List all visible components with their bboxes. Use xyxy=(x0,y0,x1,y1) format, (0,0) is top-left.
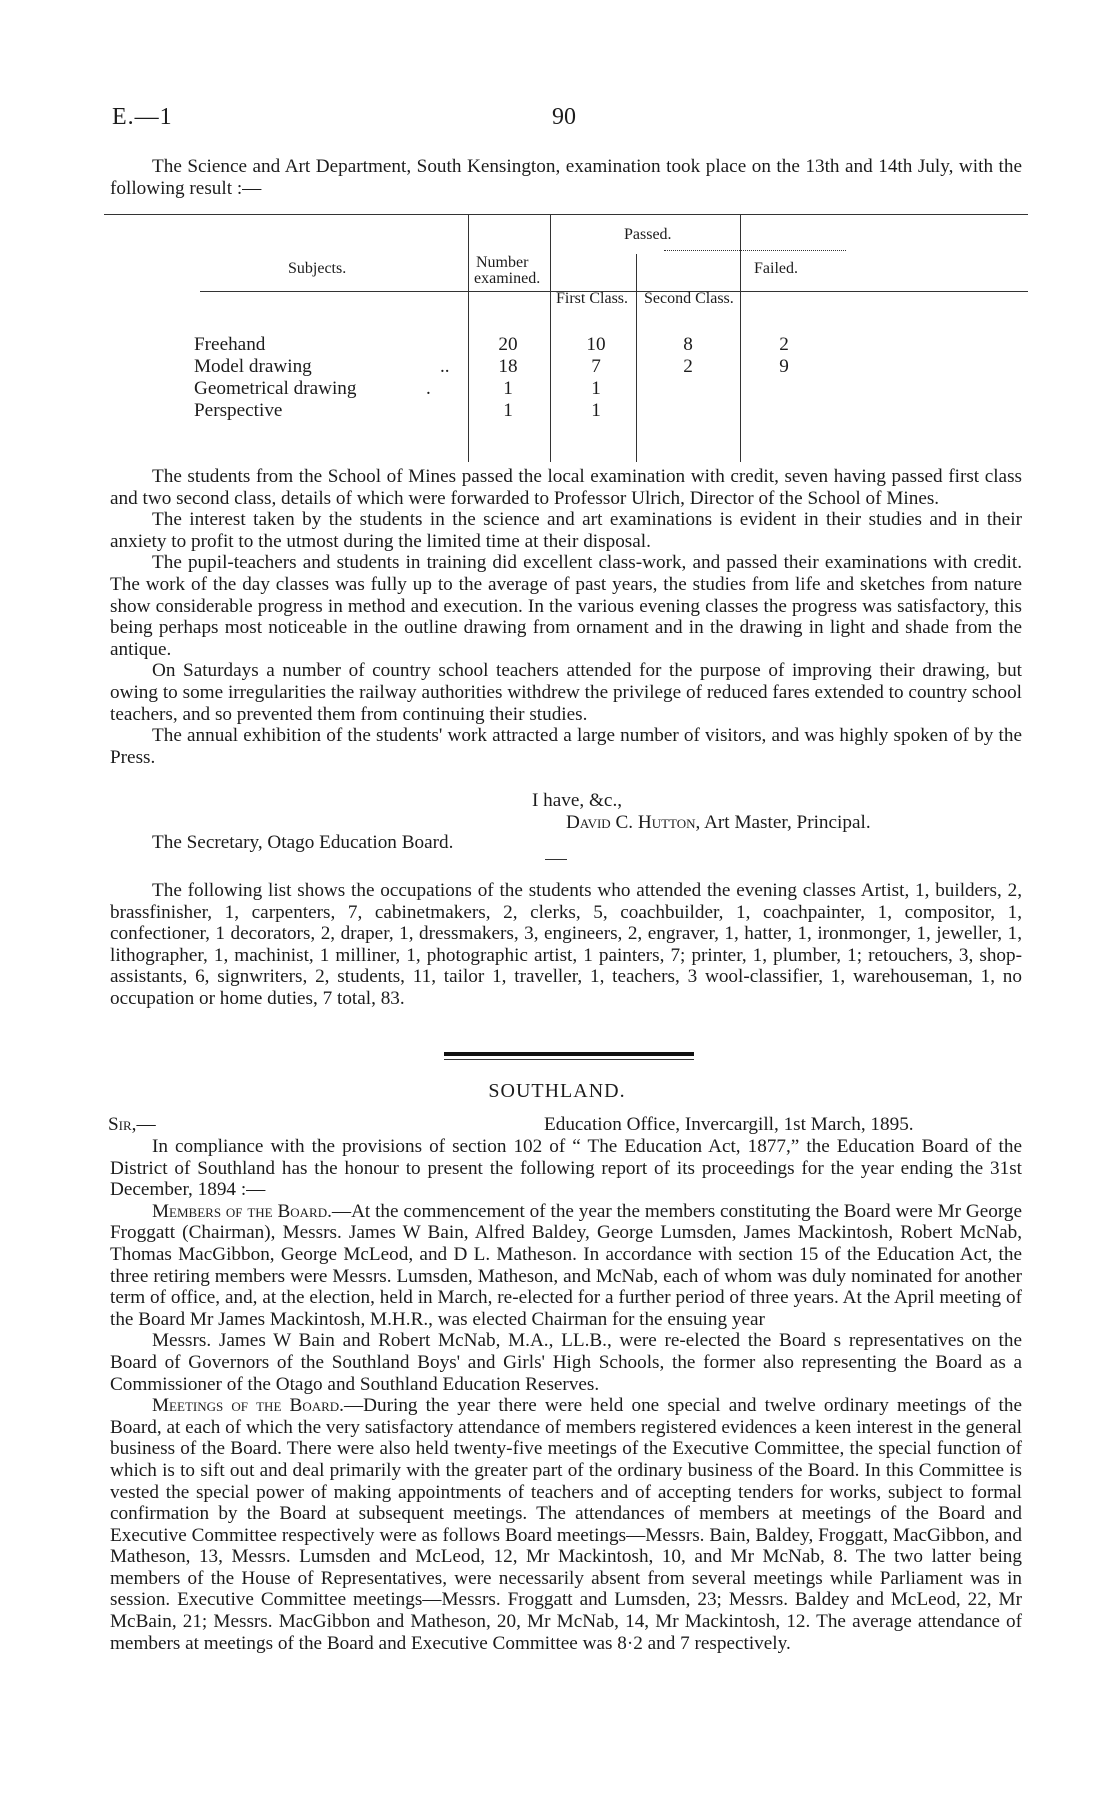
separator-dash xyxy=(545,859,567,860)
row-first-class: 7 xyxy=(591,356,601,377)
row-examined: 18 xyxy=(498,356,518,377)
southland-paragraph-meetings xyxy=(110,1395,1022,1654)
header-number-2: examined. xyxy=(474,270,541,287)
members-heading: Members of the Board. xyxy=(152,1200,332,1222)
occupations-block xyxy=(110,880,1022,1010)
paragraph-exhibition: The annual exhibition of the students' work attracted a large number of visitors, and was highly spoken of by the Press. xyxy=(110,725,1022,768)
header-subjects: Subjects. xyxy=(288,260,347,277)
paragraph-school-of-mines: The students from the School of Mines passed the local examination with credit, seven having passed first class and two second class, details of which were forwarded to Professor Ulrich, Director of the School of Mines. xyxy=(110,466,1022,509)
intro-text: The Science and Art Department, South Kensington, examination took place on the 13th and 14th July, with the following result :— xyxy=(110,156,1022,199)
signature xyxy=(566,812,871,834)
signature-title: , Art Master, Principal. xyxy=(695,812,871,833)
col-divider-4 xyxy=(740,214,741,462)
southland-paragraph-members xyxy=(110,1201,1022,1331)
occupations-text: The following list shows the occupations of the students who attended the evening classes Artist, 1, builders, 2, brassfinisher, 1, carpenters, 7, cabinetmakers, 2, clerks, 5, coachbuilder, 1, coachpainter, 1, compositor, 1, confectioner, 1 decorators, 2, draper, 1, dressmakers, 3, engineers, 2, engraver, 1, hatter, 1, ironmonger, 1, jeweller, 1, lithographer, 1, machinist, 1 milliner, 1, photographic artist, 1 painters, 7; printer, 1, plumber, 1; retouchers, 3, shop-assistants, 6, signwriters, 2, students, 11, tailor 1, traveller, 1, teachers, 3 wool-classifier, 1, warehouseman, 1, no occupation or home duties, 7 total, 83. xyxy=(110,880,1022,1009)
section-heading-southland: SOUTHLAND. xyxy=(488,1080,626,1102)
southland-paragraph-1: In compliance with the provisions of section 102 of “ The Education Act, 1877,” the Education Board of the District of Southland has the honour to present the following report of its proceedings for the year ending the 31st December, 1894 :— xyxy=(110,1136,1022,1201)
header-number-1: Number xyxy=(476,254,529,271)
page-number: 90 xyxy=(552,104,576,130)
passed-underline xyxy=(664,250,846,251)
results-table xyxy=(104,214,1028,462)
col-divider-1 xyxy=(468,214,469,462)
paragraph-saturdays: On Saturdays a number of country school teachers attended for the purpose of improving their drawing, but owing to some irregularities the railway authorities withdrew the privilege of reduced fares extended to country school teachers, and so prevented them from continuing their studies. xyxy=(110,660,1022,725)
report-body xyxy=(110,466,1022,768)
closing-i-have: I have, &c., xyxy=(532,790,623,811)
row-subject: Model drawing xyxy=(194,356,312,377)
southland-report xyxy=(110,1136,1022,1654)
row-examined: 1 xyxy=(503,400,513,421)
row-failed: 9 xyxy=(779,356,789,377)
row-first-class: 1 xyxy=(591,378,601,399)
meetings-text: —During the year there were held one special and twelve ordinary meetings of the Board, at each of which the very satisfactory attendance of members registered evidences a keen interest in the general business of the Board. There were also held twenty-five meetings of the Executive Committee, the special function of which is to sift out and deal primarily with the greater part of the ordinary business of the Board. In this Committee is vested the special power of making appointments of teachers and of accepting tenders for works, subject to formal confirmation by the Board at subsequent meetings. The attendances of members at meetings of the Board and Executive Committee respectively were as follows Board meetings—Messrs. Bain, Baldey, Froggatt, MacGibbon, and Matheson, 13, Messrs. Lumsden and McLeod, 12, Mr Mackintosh, 10, and Mr McNab, 8. The two latter being members of the House of Representatives, were necessarily absent from several meetings while Parliament was in session. Executive Committee meetings—Messrs. Froggatt and Lumsden, 23; Messrs. Baldey and McLeod, 22, Mr McBain, 21; Messrs. MacGibbon and Matheson, 20, Mr McNab, 14, Mr Mackintosh, 12. The average attendance of members at meetings of the Board and Executive Committee was 8·2 and 7 respectively. xyxy=(110,1395,1022,1654)
col-divider-2 xyxy=(550,214,551,462)
intro-paragraph xyxy=(110,156,1022,199)
col-divider-3 xyxy=(636,254,637,462)
row-subject: Geometrical drawing xyxy=(194,378,357,399)
table-top-rule xyxy=(104,214,1028,215)
row-first-class: 1 xyxy=(591,400,601,421)
row-first-class: 10 xyxy=(586,334,606,355)
paragraph-pupil-teachers: The pupil-teachers and students in training did excellent class-work, and passed their examinations with credit. The work of the day classes was fully up to the average of past years, the studies from life and sketches from nature show considerable progress in method and execution. In the various evening classes the progress was satisfactory, this being perhaps most noticeable in the outline drawing from ornament and in the drawing in light and shade from the antique. xyxy=(110,552,1022,660)
page-header-ref: E.—1 xyxy=(112,104,173,130)
row-subject: Freehand xyxy=(194,334,266,355)
paragraph-interest: The interest taken by the students in the science and art examinations is evident in their studies and in their anxiety to profit to the utmost during the limited time at their disposal. xyxy=(110,509,1022,552)
section-rule xyxy=(444,1052,694,1056)
header-second-class: Second Class. xyxy=(644,290,734,307)
header-first-class: First Class. xyxy=(556,290,629,307)
signature-name: David C. Hutton xyxy=(566,812,696,833)
row-examined: 20 xyxy=(498,334,518,355)
dateline: Education Office, Invercargill, 1st March, 1895. xyxy=(544,1114,914,1135)
row-second-class: 2 xyxy=(683,356,693,377)
header-passed: Passed. xyxy=(624,226,672,243)
row-examined: 1 xyxy=(503,378,513,399)
members-text: —At the commencement of the year the members constituting the Board were Mr George Froggatt (Chairman), Messrs. James W Bain, Alfred Baldey, George Lumsden, James Mackintosh, Robert McNab, Thomas MacGibbon, George McLeod, and D L. Matheson. In accordance with section 15 of the Education Act, the three retiring members were Messrs. Lumsden, Matheson, and McNab, each of whom was duly nominated for another term of office, and, at the election, held in March, re-elected for a further period of three years. At the April meeting of the Board Mr James Mackintosh, M.H.R., was elected Chairman for the ensuing year xyxy=(110,1200,1022,1330)
row-subject: Perspective xyxy=(194,400,283,421)
row-failed: 2 xyxy=(779,334,789,355)
section-rule-thin xyxy=(444,1059,694,1060)
meetings-heading: Meetings of the Board. xyxy=(152,1395,344,1417)
salutation xyxy=(108,1114,156,1136)
salutation-text: Sir,— xyxy=(108,1114,156,1135)
row-leader: . xyxy=(426,378,431,399)
addressee: The Secretary, Otago Education Board. xyxy=(152,832,454,853)
row-second-class: 8 xyxy=(683,334,693,355)
row-leader: .. xyxy=(440,356,450,377)
southland-paragraph-representatives: Messrs. James W Bain and Robert McNab, M.A., LL.B., were re-elected the Board s representatives on the Board of Governors of the Southland Boys' and Girls' High Schools, the former also representing the Board as a Commissioner of the Otago and Southland Education Reserves. xyxy=(110,1330,1022,1395)
header-failed: Failed. xyxy=(754,260,798,277)
